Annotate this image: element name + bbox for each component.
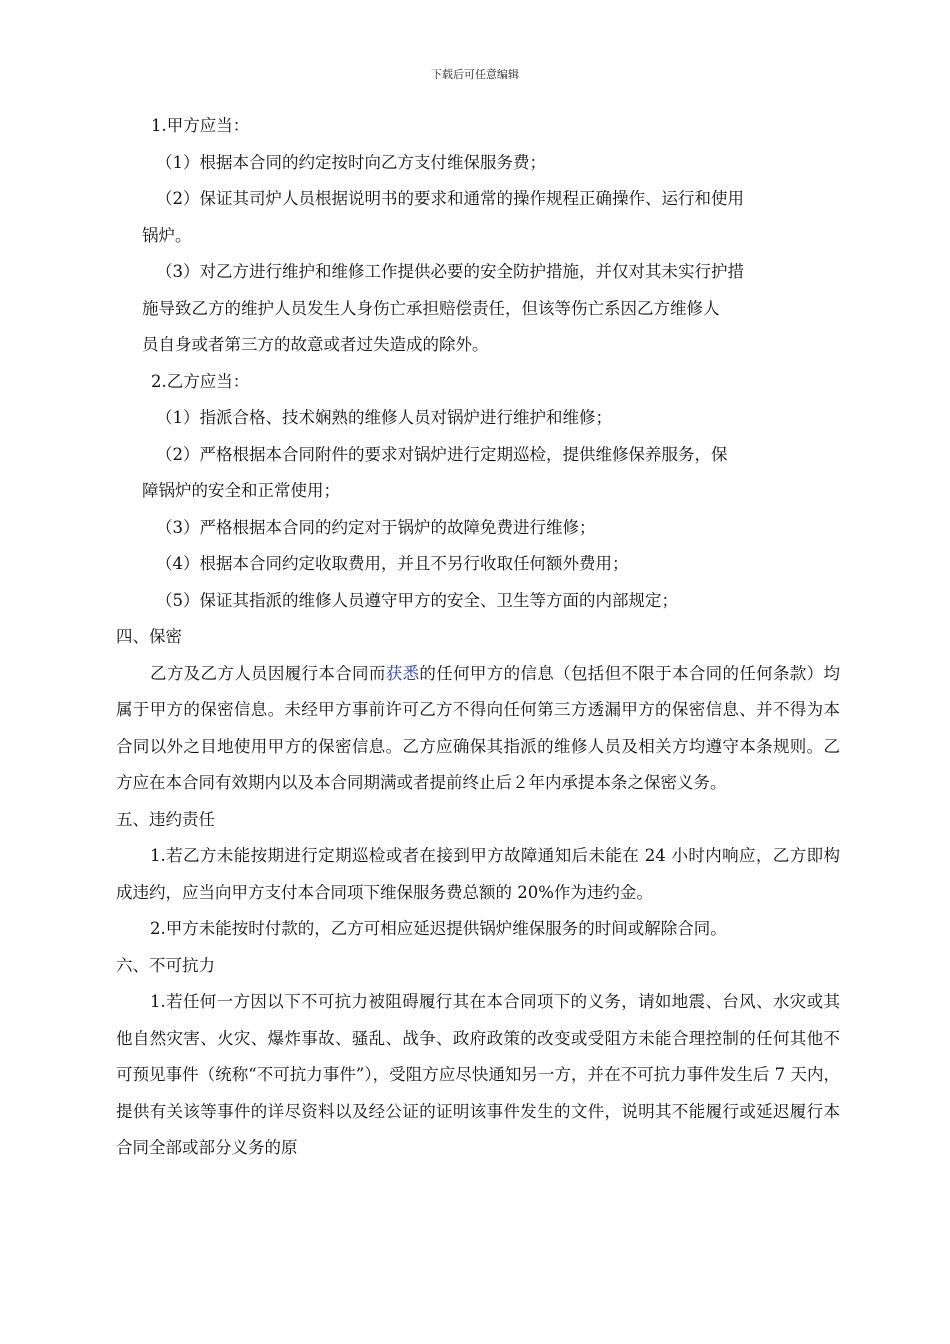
party-b-item-4: （4）根据本合同约定收取费用，并且不另行收取任何额外费用；: [156, 554, 629, 573]
party-a-item-2: （2）保证其司炉人员根据说明书的要求和通常的操作规程正确操作、运行和使用 锅炉。: [142, 189, 744, 245]
confidentiality-paragraph: 乙方及乙方人员因履行本合同而获悉的任何甲方的信息（包括但不限于本合同的任何条款）均属于甲方的保密信息。未经甲方事前许可乙方不得向任何第三方透漏甲方的保密信息、并不得为本合同以外之目地使用甲方的保密信息。乙方应确保其指派的维修人员及相关方均遵守本条规则。乙方应在本合同有效期内以及本合同期满或者提前终止后２年内承提本条之保密义务。: [116, 663, 841, 792]
party-b-title: 2.乙方应当：: [151, 371, 250, 391]
section-liability-title: 五、违约责任: [116, 809, 215, 829]
party-a-item-3: （3）对乙方进行维护和维修工作提供必要的安全防护措施，并仅对其未实行护措 施导致乙方的维护人员发生人身伤亡承担赔偿责任，但该等伤亡系因乙方维修人 员自身或者第三方的故意或者过失造成的除外。: [142, 262, 744, 354]
liability-paragraph-1: 1.若乙方未能按期进行定期巡检或者在接到甲方故障通知后未能在 24 小时内响应，乙方即构成违约，应当向甲方支付本合同项下维保服务费总额的 20%作为违约金。: [116, 846, 840, 902]
party-b-item-2: （2）严格根据本合同附件的要求对锅炉进行定期巡检，提供维修保养服务，保 障锅炉的安全和正常使用；: [142, 444, 728, 500]
party-b-item-3: （3）严格根据本合同的约定对于锅炉的故障免费进行维修；: [156, 517, 596, 537]
page-header: 下载后可任意编辑: [431, 68, 519, 81]
liability-paragraph-2: 2.甲方未能按时付款的，乙方可相应延迟提供锅炉维保服务的时间或解除合同。: [150, 919, 727, 938]
section-confidentiality-title: 四、保密: [116, 627, 182, 646]
document-body: [116, 108, 840, 1167]
section-force-majeure-title: 六、不可抗力: [116, 955, 215, 975]
force-majeure-paragraph-1: 1.若任何一方因以下不可抗力被阻碍履行其在本合同项下的义务，请如地震、台风、水灾或其他自然灾害、火灾、爆炸事故、骚乱、战争、政府政策的改变或受阻方未能合理控制的任何其他不可预见事件（统称“不可抗力事件”），受阻方应尽快通知另一方，并在不可抗力事件发生后 7 天内，提供有关该等事件的详尽资料以及经公证的证明该事件发生的文件，说明其不能履行或延迟履行本合同全部或部分义务的原: [116, 992, 840, 1157]
party-a-item-1: （1）根据本合同的约定按时向乙方支付维保服务费；: [156, 152, 546, 172]
party-b-item-5: （5）保证其指派的维修人员遵守甲方的安全、卫生等方面的内部规定；: [156, 590, 678, 610]
learned-link[interactable]: 获悉: [385, 663, 420, 683]
party-b-item-1: （1）指派合格、技术娴熟的维修人员对锅炉进行维护和维修；: [156, 408, 612, 427]
party-a-title: 1.甲方应当：: [151, 116, 250, 135]
